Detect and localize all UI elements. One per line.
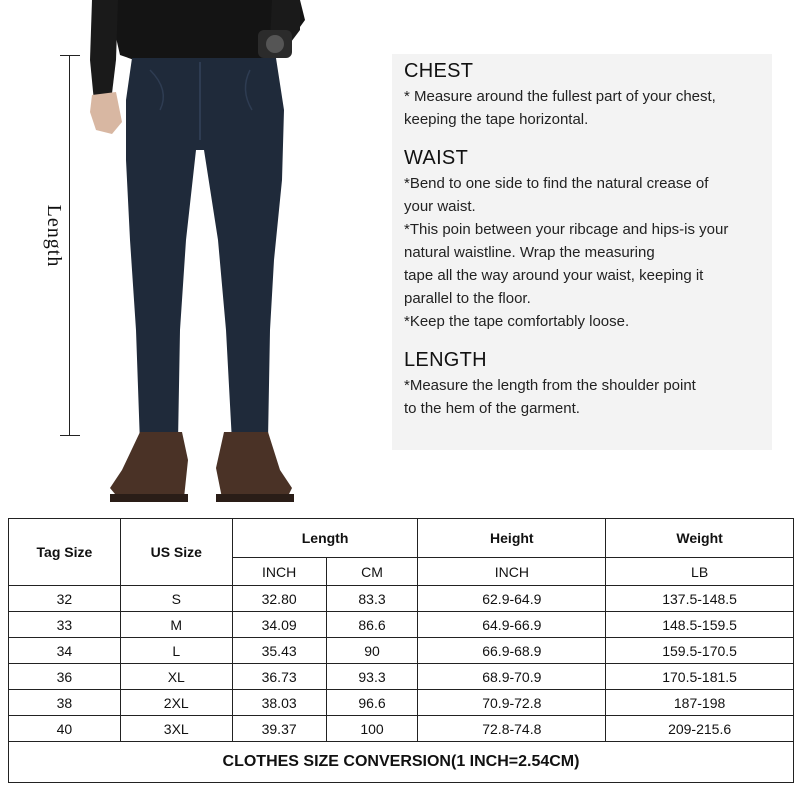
jeans: [126, 58, 284, 444]
table-row: [9, 586, 794, 612]
subheader-weight-lb: LB: [606, 558, 794, 586]
tag-size-cell: 33: [9, 612, 121, 638]
length-heading: LENGTH: [404, 349, 487, 371]
weight-lb-cell: 159.5-170.5: [606, 638, 794, 664]
height-inch-cell: 64.9-66.9: [418, 612, 606, 638]
conversion-footer: CLOTHES SIZE CONVERSION(1 INCH=2.54CM): [9, 742, 794, 783]
size-chart-page: Length CHEST * Measure around the fullest part of your chest, keeping the tape horizontal. WAIST *Bend to one side to find the natural crease of your waist. *This poin between your ribcage and hips-is your natural waistline. Wrap the measuring tape all the way around your waist, keeping it parallel to the floor. *Keep the tape comfortably loose. LENGTH *Measure the length from the shoulder point to the hem of the garment. Tag Size US Size Length Height Weight INCH CM INCH LB 32 S 32.80 83.3 62.9-64.9 137.5-148.5 33 M 34.09 86.6 64.9-66.9 148.5-159.5 34 L 35.43 90 66.9-68.9 159.5-170.5 36 XL 36.73 93.3 68.9-70.9 170.5-181.5 38 2XL 38.03 96.6 70.9-72.8 187-198 40 3XL 39.37 100 72.8-74.8 209-215.6 CLOTHES SIZE CONVERSION(1 INCH=2.54CM): [0, 0, 800, 800]
weight-lb-cell: 148.5-159.5: [606, 612, 794, 638]
waist-section: [404, 147, 772, 333]
us-size-cell: M: [120, 612, 232, 638]
tag-size-cell: 38: [9, 690, 121, 716]
us-size-cell: L: [120, 638, 232, 664]
height-inch-cell: 70.9-72.8: [418, 690, 606, 716]
length-cm-cell: 86.6: [326, 612, 418, 638]
us-size-cell: 2XL: [120, 690, 232, 716]
us-size-cell: 3XL: [120, 716, 232, 742]
length-inch-cell: 38.03: [232, 690, 326, 716]
length-cm-cell: 96.6: [326, 690, 418, 716]
us-size-cell: S: [120, 586, 232, 612]
weight-lb-cell: 137.5-148.5: [606, 586, 794, 612]
waist-heading: WAIST: [404, 147, 469, 169]
table-row: [9, 690, 794, 716]
subheader-length-inch: INCH: [232, 558, 326, 586]
waist-line: natural waistline. Wrap the measuring: [404, 244, 655, 261]
header-length: Length: [232, 519, 418, 558]
left-hand: [90, 92, 122, 134]
height-inch-cell: 62.9-64.9: [418, 586, 606, 612]
left-shoe: [110, 432, 188, 500]
length-inch-cell: 36.73: [232, 664, 326, 690]
tag-size-cell: 36: [9, 664, 121, 690]
header-height: Height: [418, 519, 606, 558]
waist-line: your waist.: [404, 198, 476, 215]
chest-line: * Measure around the fullest part of your chest,: [404, 88, 716, 105]
length-line: to the hem of the garment.: [404, 400, 580, 417]
weight-lb-cell: 209-215.6: [606, 716, 794, 742]
length-line: *Measure the length from the shoulder point: [404, 377, 696, 394]
waist-line: *Keep the tape comfortably loose.: [404, 313, 630, 330]
length-inch-cell: 39.37: [232, 716, 326, 742]
subheader-length-cm: CM: [326, 558, 418, 586]
waist-line: tape all the way around your waist, keeping it: [404, 267, 704, 284]
table-row: [9, 638, 794, 664]
length-inch-cell: 32.80: [232, 586, 326, 612]
tag-size-cell: 34: [9, 638, 121, 664]
subheader-height-inch: INCH: [418, 558, 606, 586]
height-inch-cell: 72.8-74.8: [418, 716, 606, 742]
header-tag-size: Tag Size: [9, 519, 121, 586]
waist-line: *This poin between your ribcage and hips-is your: [404, 221, 729, 238]
length-cm-cell: 83.3: [326, 586, 418, 612]
size-rows: [9, 586, 794, 742]
height-inch-cell: 68.9-70.9: [418, 664, 606, 690]
chest-section: [404, 60, 772, 131]
waist-line: parallel to the floor.: [404, 290, 531, 307]
measurement-guide: [392, 54, 772, 450]
chest-line: keeping the tape horizontal.: [404, 111, 589, 128]
table-row: [9, 612, 794, 638]
length-inch-cell: 34.09: [232, 612, 326, 638]
length-cm-cell: 90: [326, 638, 418, 664]
length-cm-cell: 100: [326, 716, 418, 742]
length-cm-cell: 93.3: [326, 664, 418, 690]
table-row: [9, 664, 794, 690]
header-us-size: US Size: [120, 519, 232, 586]
length-section: [404, 349, 772, 420]
weight-lb-cell: 170.5-181.5: [606, 664, 794, 690]
size-table: [8, 518, 794, 783]
waist-line: *Bend to one side to find the natural crease of: [404, 175, 709, 192]
table-row: [9, 716, 794, 742]
header-weight: Weight: [606, 519, 794, 558]
watch-icon: [258, 30, 292, 58]
tag-size-cell: 40: [9, 716, 121, 742]
right-shoe: [216, 432, 292, 500]
us-size-cell: XL: [120, 664, 232, 690]
weight-lb-cell: 187-198: [606, 690, 794, 716]
height-inch-cell: 66.9-68.9: [418, 638, 606, 664]
length-inch-cell: 35.43: [232, 638, 326, 664]
chest-heading: CHEST: [404, 60, 474, 82]
tag-size-cell: 32: [9, 586, 121, 612]
